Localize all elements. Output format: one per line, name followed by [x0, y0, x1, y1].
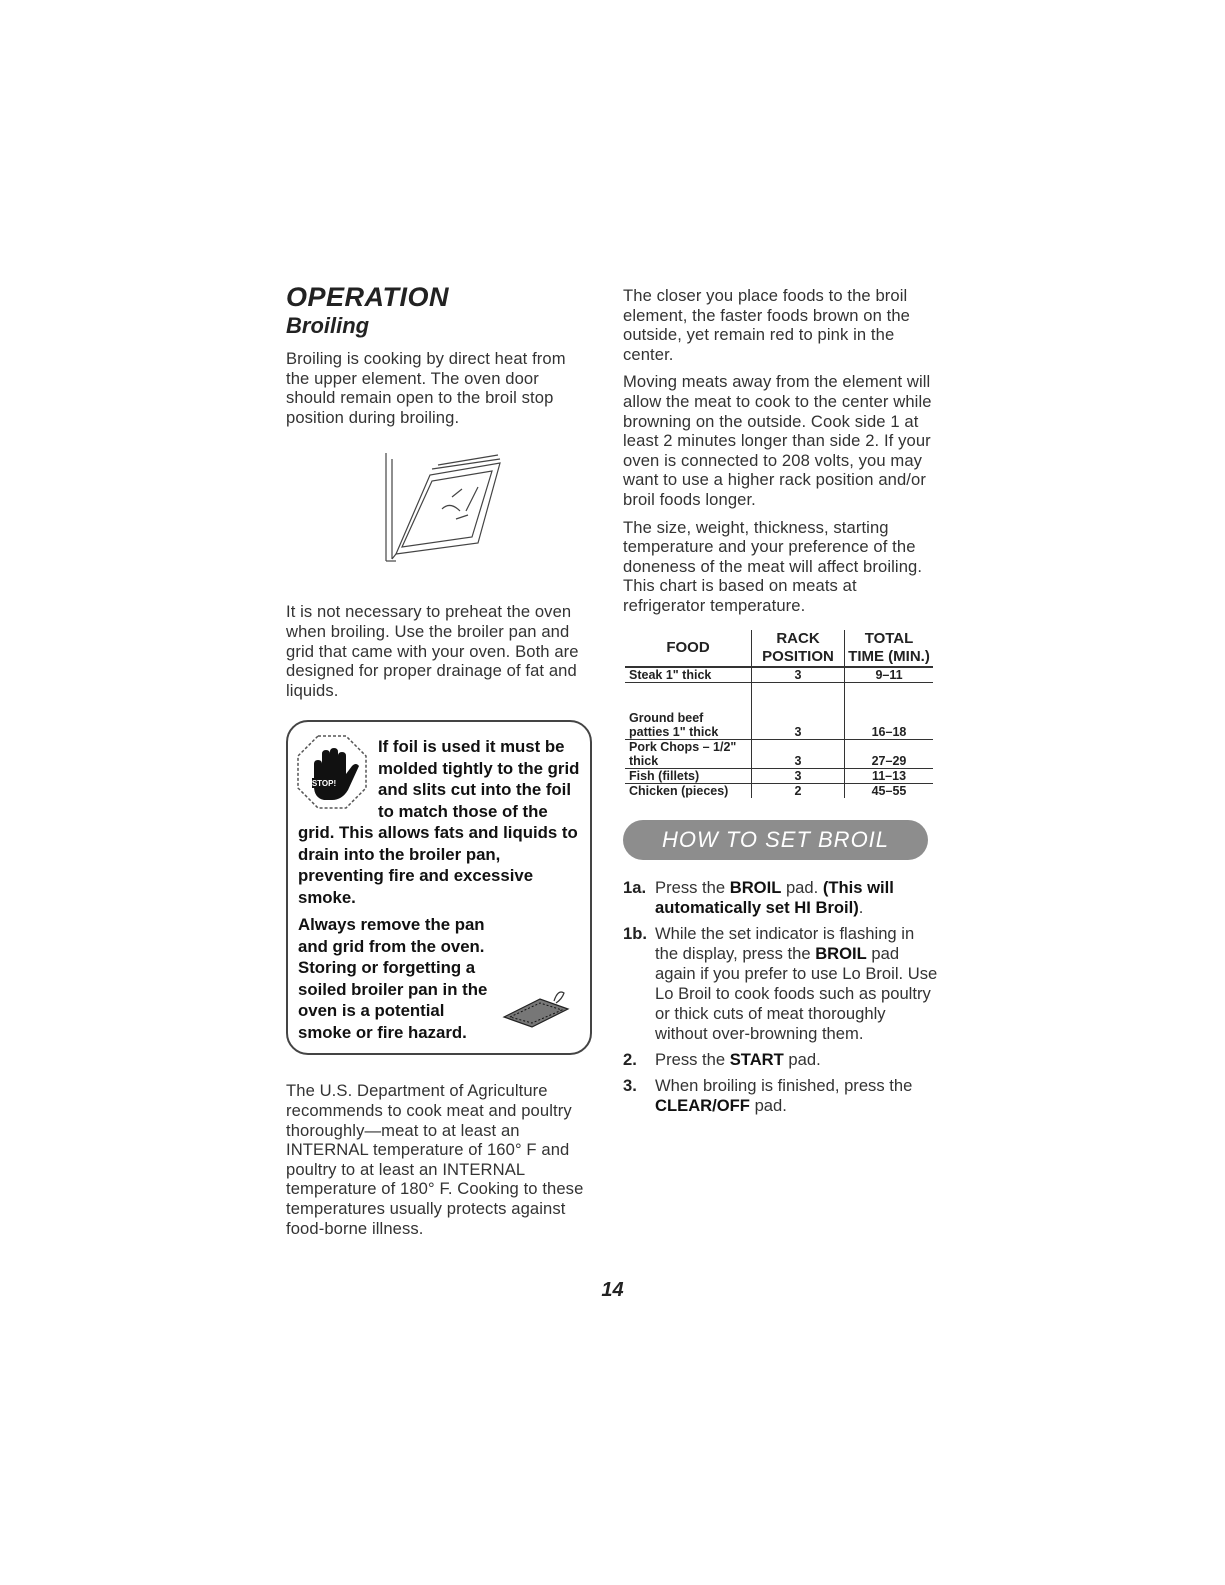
section-subtitle: Broiling: [286, 313, 370, 338]
foil-warning-text: If foil is used it must be molded tightly to the grid and slits cut into the foil to match those of the grid. This allows fats and liquids to drain into the broiler pan, preventing fire and excessive smoke.: [298, 737, 580, 907]
stop-hand-icon: [296, 734, 368, 810]
food-cell: Pork Chops – 1/2" thick: [625, 739, 752, 768]
step-text: [655, 1076, 938, 1116]
step-number: 1b.: [623, 923, 647, 943]
rack-cell: 3: [752, 667, 845, 683]
food-cell: Fish (fillets): [625, 768, 752, 783]
header-time: TOTAL TIME (MIN.): [845, 630, 934, 667]
chart-intro-paragraph: The size, weight, thickness, starting temperature and your preference of the doneness of the meat will affect broiling. This chart is based on meats at refrigerator temperature.: [623, 517, 923, 615]
broil-pad-label: BROIL: [815, 943, 867, 963]
step-1b: [623, 924, 938, 1044]
time-cell: 16–18: [845, 682, 934, 739]
step-number: 1a.: [623, 877, 647, 897]
step-text-part: .: [858, 897, 864, 917]
time-cell: 45–55: [871, 783, 907, 798]
step-text: [655, 878, 938, 918]
rack-cell: 3: [752, 682, 845, 739]
step-3: [623, 1076, 938, 1116]
clear-off-pad-label: CLEAR/OFF: [655, 1095, 750, 1115]
step-text-part: Press the: [655, 1049, 730, 1069]
step-text: [655, 1050, 938, 1070]
preheat-paragraph: It is not necessary to preheat the oven when broiling. Use the broiler pan and grid that came with your oven. Both are designed for proper drainage of fat and liquids.: [286, 602, 579, 700]
time-cell: 11–13: [845, 768, 934, 783]
step-text-part: pad again if you prefer to use Lo Broil. Use Lo Broil to cook foods such as poultry or thick cuts of meat thoroughly without over-browning them.: [655, 943, 938, 1043]
closer-paragraph: The closer you place foods to the broil element, the faster foods brown on the outside, yet remain red to pink in the center.: [623, 286, 910, 364]
section-title: OPERATION: [286, 282, 450, 312]
table-row: [625, 783, 933, 798]
table-row: [625, 682, 933, 739]
step-text-part: pad.: [781, 877, 823, 897]
intro-paragraph: Broiling is cooking by direct heat from the upper element. The oven door should remain open to the broil stop position during broiling.: [286, 349, 566, 427]
moving-meats-paragraph: Moving meats away from the element will allow the meat to cook to the center while browning on the outside. Cook side 1 at least 2 minutes longer than side 2. If your oven is connected to 208 volts, you may want to use a higher rack position and/or broil foods longer.: [623, 372, 932, 509]
step-number: 2.: [623, 1049, 637, 1069]
broil-pad-label: BROIL: [729, 877, 782, 897]
step-note-bold: (This will automatically set HI Broil): [655, 877, 894, 917]
broiler-pan-icon: [500, 987, 572, 1029]
time-cell: 27–29: [845, 739, 934, 768]
rack-cell: 3: [752, 768, 845, 783]
right-column: [623, 286, 938, 1122]
foil-warning-box: [286, 720, 592, 1055]
food-cell: Ground beef patties 1" thick: [625, 682, 752, 739]
food-cell: Chicken (pieces): [625, 783, 752, 798]
rack-cell: 2: [752, 783, 845, 798]
step-text-part: While the set indicator is flashing in the display, press the: [655, 923, 915, 963]
step-text: [655, 924, 938, 1044]
food-cell: Steak 1" thick: [625, 667, 752, 683]
step-number: 3.: [623, 1075, 637, 1095]
broiling-chart: [625, 630, 933, 798]
how-to-set-broil-banner: HOW TO SET BROIL: [623, 820, 928, 860]
usda-paragraph: The U.S. Department of Agriculture recommends to cook meat and poultry thoroughly—meat to at least an INTERNAL temperature of 160° F and poultry to at least an INTERNAL temperature of 180° F. Cooking to these temperatures usually protects against food-borne illness.: [286, 1081, 584, 1238]
rack-cell: 3: [752, 739, 845, 768]
step-text-part: pad.: [749, 1095, 787, 1115]
oven-door-broil-stop-icon: [382, 449, 512, 569]
pan-warning-text: Always remove the pan and grid from the oven. Storing or forgetting a soiled broiler pan in the oven is a potential smoke or fire hazard.: [298, 915, 488, 1042]
table-row: [625, 768, 933, 783]
time-cell: 9–11: [845, 667, 934, 683]
step-2: [623, 1050, 938, 1070]
stop-label: STOP!: [311, 779, 337, 789]
page-number: 14: [601, 1279, 624, 1301]
step-text-part: When broiling is finished, press the: [655, 1075, 913, 1095]
left-column: [286, 283, 592, 1246]
header-food: FOOD: [625, 630, 752, 667]
table-row: [625, 739, 933, 768]
header-rack: RACK POSITION: [752, 630, 845, 667]
step-text-part: pad.: [783, 1049, 821, 1069]
table-row: [625, 667, 933, 683]
step-1a: [623, 878, 938, 918]
step-text-part: Press the: [655, 877, 730, 897]
start-pad-label: START: [729, 1049, 784, 1069]
